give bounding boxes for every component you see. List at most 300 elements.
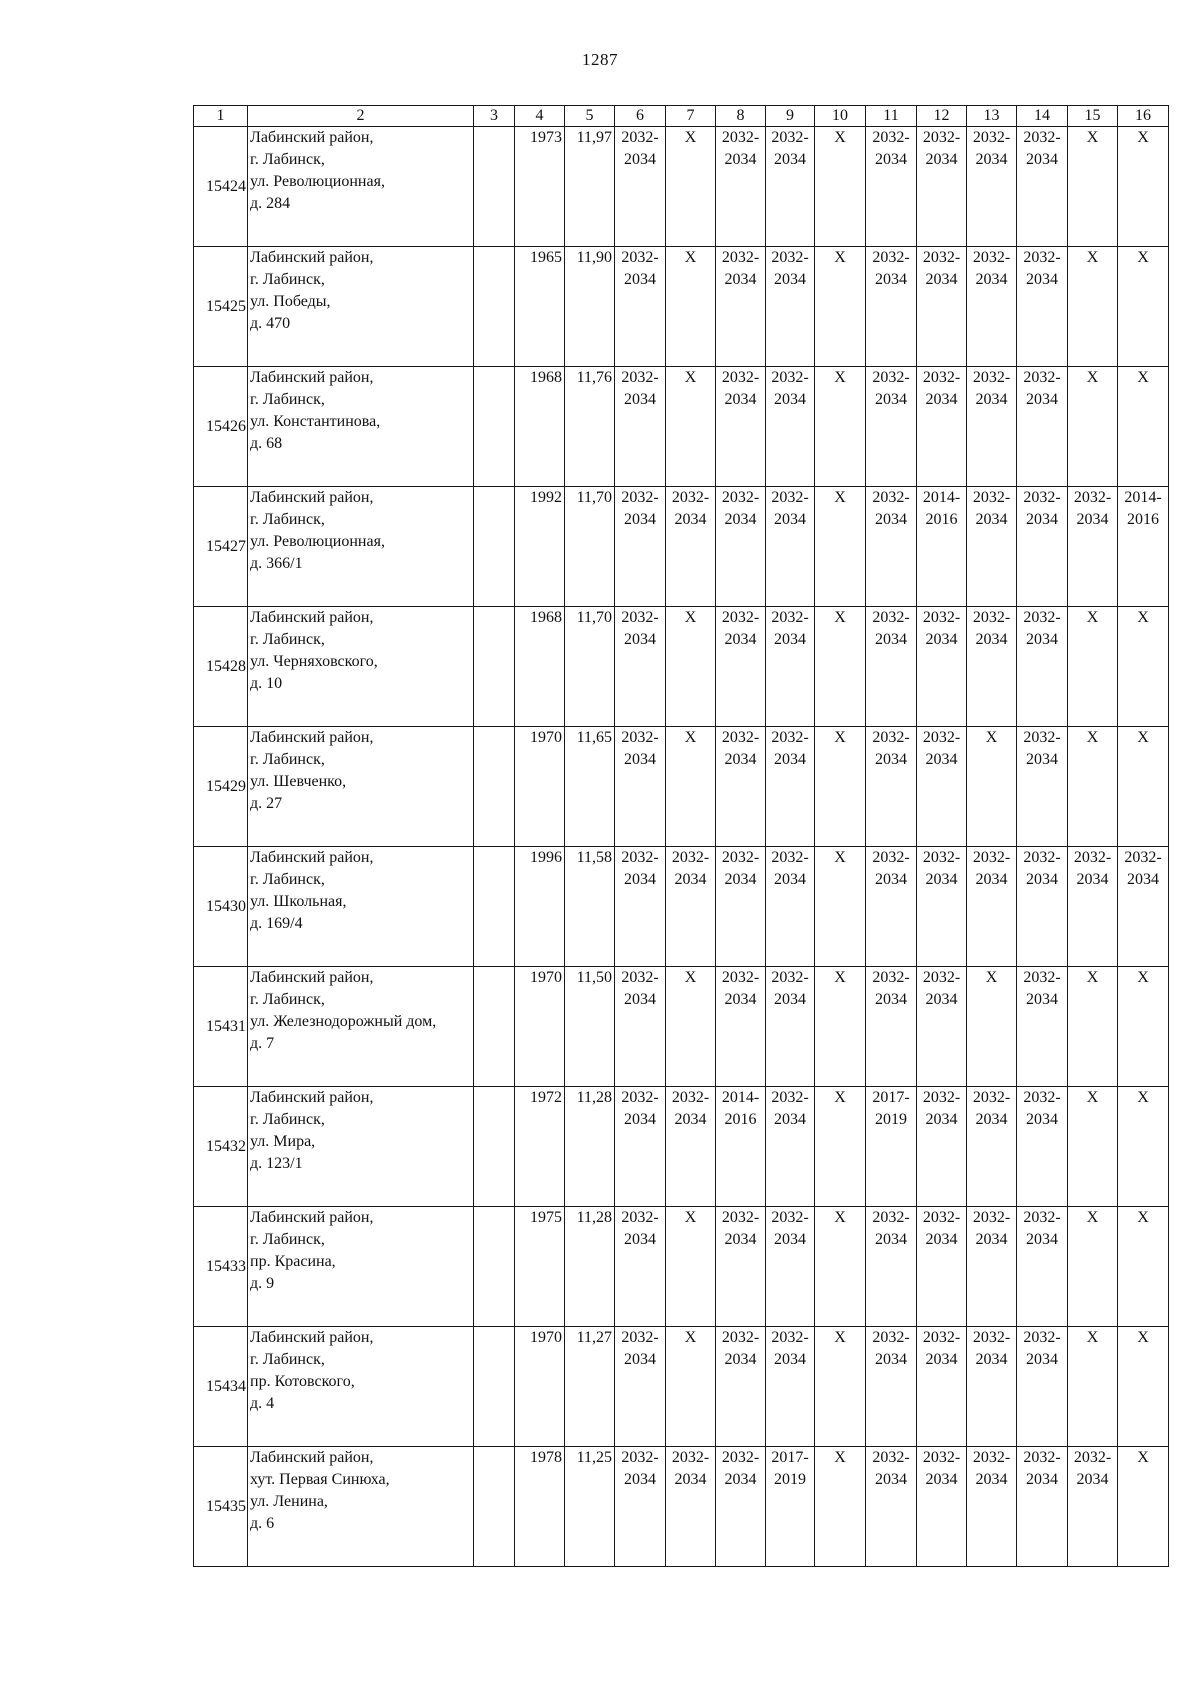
- period-cell: [666, 1207, 716, 1327]
- period-text: 2034: [925, 271, 958, 288]
- table-body: [194, 127, 1169, 1567]
- period-cell: [615, 367, 666, 487]
- period-cell: [1068, 847, 1118, 967]
- period-cell: [716, 247, 766, 367]
- period-cell: [967, 367, 1017, 487]
- area-cell: 11,27: [565, 1327, 615, 1447]
- period-text: 2034: [774, 1351, 806, 1368]
- period-text: 2034: [875, 751, 907, 768]
- address-cell: [248, 727, 474, 847]
- column-header-15: 15: [1068, 106, 1118, 127]
- address-line: г. Лабинск,: [250, 631, 325, 648]
- period-text: Х: [1086, 609, 1099, 626]
- period-cell: [615, 1207, 666, 1327]
- period-text: 2034: [724, 1471, 757, 1488]
- period-text: 2032-: [1073, 1449, 1112, 1466]
- period-text: 2014-: [1124, 489, 1162, 506]
- address-line: пр. Красина,: [250, 1253, 336, 1270]
- period-text: 2034: [1026, 271, 1058, 288]
- address-line: д. 7: [250, 1035, 275, 1052]
- period-text: 2034: [975, 511, 1008, 528]
- period-cell: [917, 967, 967, 1087]
- period-text: 2032-: [771, 1209, 809, 1226]
- period-text: 2034: [774, 271, 806, 288]
- period-text: 2034: [975, 1231, 1008, 1248]
- address-line: г. Лабинск,: [250, 1231, 325, 1248]
- table-row: [194, 247, 1169, 367]
- period-text: 2032-: [771, 129, 809, 146]
- period-text: Х: [1137, 1209, 1149, 1226]
- column-header-8: 8: [716, 106, 766, 127]
- period-cell: [666, 967, 716, 1087]
- table-row: [194, 1087, 1169, 1207]
- period-text: 2034: [1026, 511, 1058, 528]
- period-text: 2032-: [621, 849, 659, 866]
- address-line: Лабинский район,: [250, 1209, 374, 1226]
- period-text: Х: [1086, 969, 1099, 986]
- empty-cell: [474, 847, 515, 967]
- address-cell: [248, 487, 474, 607]
- period-text: 2034: [774, 871, 806, 888]
- row-number: 15430: [194, 847, 248, 967]
- address-line: ул. Мира,: [250, 1133, 316, 1150]
- period-text: 2032-: [922, 729, 961, 746]
- period-text: 2019: [875, 1111, 907, 1128]
- period-text: 2016: [1127, 511, 1159, 528]
- period-cell: [866, 127, 917, 247]
- period-text: 2034: [724, 631, 757, 648]
- period-text: 2034: [875, 991, 907, 1008]
- period-cell: [917, 247, 967, 367]
- period-text: 2032-: [621, 1209, 659, 1226]
- column-header-1: 1: [194, 106, 248, 127]
- address-cell: [248, 1087, 474, 1207]
- period-text: 2032-: [721, 609, 760, 626]
- period-text: 2032-: [621, 369, 659, 386]
- period-text: 2032-: [972, 489, 1011, 506]
- period-cell: [866, 727, 917, 847]
- period-cell: [866, 247, 917, 367]
- area-cell: 11,28: [565, 1207, 615, 1327]
- period-cell: [666, 1327, 716, 1447]
- period-cell: [866, 1087, 917, 1207]
- column-header-13: 13: [967, 106, 1017, 127]
- address-line: д. 284: [250, 195, 291, 212]
- table-row: [194, 1327, 1169, 1447]
- period-text: 2034: [875, 1471, 907, 1488]
- period-text: 2032-: [1023, 369, 1061, 386]
- table-row: [194, 607, 1169, 727]
- period-text: 2032-: [621, 969, 659, 986]
- column-header-12: 12: [917, 106, 967, 127]
- address-line: г. Лабинск,: [250, 1351, 325, 1368]
- table-header-row: [194, 106, 1169, 127]
- period-cell: [1017, 967, 1068, 1087]
- period-text: 2032-: [922, 1089, 961, 1106]
- period-text: 2034: [774, 631, 806, 648]
- period-text: 2034: [925, 1111, 958, 1128]
- column-header-5: 5: [565, 106, 615, 127]
- period-text: 2032-: [621, 729, 659, 746]
- period-text: 2032-: [721, 129, 760, 146]
- period-text: Х: [834, 369, 846, 386]
- period-text: 2032-: [1023, 1449, 1061, 1466]
- period-cell: [766, 1327, 815, 1447]
- period-text: 2032-: [872, 969, 910, 986]
- period-cell: [917, 487, 967, 607]
- address-cell: [248, 127, 474, 247]
- address-line: д. 169/4: [250, 915, 303, 932]
- period-text: 2032-: [671, 1449, 710, 1466]
- period-cell: [815, 1447, 866, 1567]
- period-text: 2034: [724, 151, 757, 168]
- period-text: Х: [834, 1449, 846, 1466]
- period-cell: [1017, 487, 1068, 607]
- period-cell: [716, 1087, 766, 1207]
- period-cell: [1068, 127, 1118, 247]
- period-text: 2032-: [972, 249, 1011, 266]
- address-line: д. 4: [250, 1395, 275, 1412]
- period-text: 2032-: [972, 1209, 1011, 1226]
- period-cell: [1118, 1087, 1169, 1207]
- period-text: 2032-: [1023, 129, 1061, 146]
- period-cell: [815, 367, 866, 487]
- address-line: г. Лабинск,: [250, 151, 325, 168]
- row-number: 15432: [194, 1087, 248, 1207]
- period-text: 2034: [1026, 991, 1058, 1008]
- period-text: 2032-: [621, 609, 659, 626]
- period-text: 2034: [624, 1231, 656, 1248]
- period-text: Х: [1086, 1209, 1099, 1226]
- period-text: 2034: [975, 151, 1008, 168]
- row-number: 15435: [194, 1447, 248, 1567]
- address-line: Лабинский район,: [250, 1449, 374, 1466]
- area-cell: 11,50: [565, 967, 615, 1087]
- period-cell: [1068, 487, 1118, 607]
- period-text: 2032-: [1023, 1209, 1061, 1226]
- period-text: Х: [1137, 969, 1149, 986]
- address-line: г. Лабинск,: [250, 751, 325, 768]
- period-text: 2034: [925, 1351, 958, 1368]
- period-cell: [917, 1327, 967, 1447]
- area-cell: 11,65: [565, 727, 615, 847]
- registry-table: [193, 105, 1169, 1567]
- period-cell: [917, 1447, 967, 1567]
- area-cell: 11,70: [565, 607, 615, 727]
- address-line: г. Лабинск,: [250, 991, 325, 1008]
- period-cell: [1017, 1327, 1068, 1447]
- period-cell: [766, 1207, 815, 1327]
- period-cell: [1118, 727, 1169, 847]
- period-cell: [815, 487, 866, 607]
- period-text: 2032-: [872, 609, 910, 626]
- year-cell: 1972: [515, 1087, 565, 1207]
- period-cell: [967, 1087, 1017, 1207]
- period-text: 2034: [674, 1111, 707, 1128]
- period-text: 2032-: [972, 1449, 1011, 1466]
- period-text: 2032-: [972, 609, 1011, 626]
- period-cell: [866, 607, 917, 727]
- period-text: Х: [684, 609, 697, 626]
- period-text: 2032-: [872, 129, 910, 146]
- period-text: Х: [1137, 129, 1149, 146]
- period-cell: [716, 967, 766, 1087]
- period-cell: [615, 1327, 666, 1447]
- period-text: Х: [684, 729, 697, 746]
- period-text: 2032-: [1023, 969, 1061, 986]
- period-text: 2032-: [771, 969, 809, 986]
- period-text: Х: [1086, 129, 1099, 146]
- period-text: 2034: [724, 1351, 757, 1368]
- period-cell: [716, 367, 766, 487]
- area-cell: 11,90: [565, 247, 615, 367]
- period-text: Х: [1086, 1329, 1099, 1346]
- period-text: 2032-: [872, 849, 910, 866]
- period-cell: [615, 607, 666, 727]
- period-text: 2032-: [1023, 489, 1061, 506]
- period-text: 2032-: [872, 489, 910, 506]
- address-line: Лабинский район,: [250, 849, 374, 866]
- period-text: Х: [1137, 369, 1149, 386]
- period-text: 2034: [674, 871, 707, 888]
- period-text: Х: [1137, 1449, 1149, 1466]
- period-cell: [1118, 967, 1169, 1087]
- period-text: 2034: [875, 1351, 907, 1368]
- period-text: Х: [834, 609, 846, 626]
- empty-cell: [474, 1087, 515, 1207]
- area-cell: 11,28: [565, 1087, 615, 1207]
- period-text: 2032-: [922, 369, 961, 386]
- period-text: 2034: [774, 991, 806, 1008]
- period-text: 2032-: [621, 1089, 659, 1106]
- period-text: 2034: [724, 1231, 757, 1248]
- period-text: 2016: [724, 1111, 757, 1128]
- period-text: 2034: [1026, 1111, 1058, 1128]
- period-text: 2032-: [721, 369, 760, 386]
- period-text: 2034: [724, 751, 757, 768]
- address-line: ул. Константинова,: [250, 413, 381, 430]
- period-cell: [666, 727, 716, 847]
- period-cell: [1017, 1447, 1068, 1567]
- period-text: 2034: [975, 871, 1008, 888]
- year-cell: 1970: [515, 1327, 565, 1447]
- period-cell: [967, 847, 1017, 967]
- period-text: Х: [1137, 729, 1149, 746]
- period-cell: [1017, 127, 1068, 247]
- table-row: [194, 487, 1169, 607]
- address-cell: [248, 607, 474, 727]
- address-line: д. 366/1: [250, 555, 303, 572]
- period-text: 2032-: [922, 1209, 961, 1226]
- period-cell: [967, 487, 1017, 607]
- period-text: 2034: [724, 871, 757, 888]
- period-cell: [766, 607, 815, 727]
- period-text: 2034: [624, 1351, 656, 1368]
- address-cell: [248, 847, 474, 967]
- period-cell: [1068, 967, 1118, 1087]
- period-cell: [615, 847, 666, 967]
- period-text: 2032-: [621, 1449, 659, 1466]
- address-cell: [248, 1207, 474, 1327]
- period-cell: [666, 367, 716, 487]
- period-cell: [766, 967, 815, 1087]
- empty-cell: [474, 247, 515, 367]
- period-cell: [967, 967, 1017, 1087]
- period-cell: [917, 1207, 967, 1327]
- period-text: 2034: [875, 511, 907, 528]
- period-text: 2032-: [1073, 849, 1112, 866]
- period-cell: [615, 727, 666, 847]
- period-text: 2032-: [721, 249, 760, 266]
- period-cell: [716, 847, 766, 967]
- period-cell: [917, 847, 967, 967]
- period-cell: [967, 1207, 1017, 1327]
- period-cell: [967, 127, 1017, 247]
- period-text: 2034: [1026, 391, 1058, 408]
- period-text: 2034: [1127, 871, 1159, 888]
- year-cell: 1968: [515, 367, 565, 487]
- table-row: [194, 1207, 1169, 1327]
- period-text: Х: [1086, 369, 1099, 386]
- period-cell: [1068, 1207, 1118, 1327]
- period-cell: [866, 1327, 917, 1447]
- period-cell: [615, 247, 666, 367]
- address-cell: [248, 367, 474, 487]
- period-text: 2032-: [721, 969, 760, 986]
- area-cell: 11,70: [565, 487, 615, 607]
- period-text: 2032-: [771, 1089, 809, 1106]
- row-number: 15434: [194, 1327, 248, 1447]
- year-cell: 1996: [515, 847, 565, 967]
- period-text: 2034: [774, 151, 806, 168]
- period-text: 2034: [624, 1111, 656, 1128]
- table-row: [194, 127, 1169, 247]
- address-line: Лабинский район,: [250, 129, 374, 146]
- period-cell: [766, 727, 815, 847]
- period-text: Х: [834, 249, 846, 266]
- period-cell: [766, 1447, 815, 1567]
- period-text: 2034: [724, 511, 757, 528]
- period-text: 2034: [774, 391, 806, 408]
- period-text: Х: [1137, 1329, 1149, 1346]
- period-text: 2034: [975, 1351, 1008, 1368]
- period-cell: [1118, 1327, 1169, 1447]
- period-text: 2017-: [872, 1089, 910, 1106]
- period-text: 2034: [1026, 1471, 1058, 1488]
- period-cell: [766, 367, 815, 487]
- period-cell: [1017, 1087, 1068, 1207]
- period-text: 2034: [1076, 1471, 1109, 1488]
- period-text: Х: [684, 1209, 697, 1226]
- period-cell: [1068, 247, 1118, 367]
- address-line: д. 10: [250, 675, 283, 692]
- period-text: Х: [834, 1209, 846, 1226]
- period-text: 2032-: [1073, 489, 1112, 506]
- period-text: 2032-: [972, 369, 1011, 386]
- period-text: Х: [834, 1329, 846, 1346]
- period-cell: [917, 727, 967, 847]
- table-row: [194, 367, 1169, 487]
- address-line: г. Лабинск,: [250, 871, 325, 888]
- empty-cell: [474, 1207, 515, 1327]
- period-cell: [1118, 1207, 1169, 1327]
- address-line: ул. Революционная,: [250, 173, 385, 190]
- address-line: ул. Черняховского,: [250, 653, 378, 670]
- column-header-11: 11: [866, 106, 917, 127]
- table-row: [194, 1447, 1169, 1567]
- address-line: ул. Школьная,: [250, 893, 347, 910]
- year-cell: 1978: [515, 1447, 565, 1567]
- period-text: 2032-: [1023, 1089, 1061, 1106]
- column-header-14: 14: [1017, 106, 1068, 127]
- period-text: 2034: [925, 1231, 958, 1248]
- period-cell: [1017, 727, 1068, 847]
- period-cell: [615, 1447, 666, 1567]
- period-text: 2032-: [721, 489, 760, 506]
- period-cell: [1118, 247, 1169, 367]
- table-row: [194, 967, 1169, 1087]
- address-line: Лабинский район,: [250, 1089, 374, 1106]
- period-text: 2032-: [771, 729, 809, 746]
- period-text: 2034: [774, 1111, 806, 1128]
- period-cell: [815, 727, 866, 847]
- period-cell: [766, 1087, 815, 1207]
- period-text: 2034: [875, 1231, 907, 1248]
- period-cell: [1118, 847, 1169, 967]
- address-line: г. Лабинск,: [250, 511, 325, 528]
- row-number: 15428: [194, 607, 248, 727]
- address-line: д. 470: [250, 315, 291, 332]
- period-cell: [716, 727, 766, 847]
- period-text: 2034: [875, 271, 907, 288]
- year-cell: 1975: [515, 1207, 565, 1327]
- period-cell: [1118, 487, 1169, 607]
- period-cell: [716, 607, 766, 727]
- period-cell: [1118, 367, 1169, 487]
- period-cell: [666, 247, 716, 367]
- year-cell: 1970: [515, 727, 565, 847]
- year-cell: 1973: [515, 127, 565, 247]
- period-cell: [967, 1447, 1017, 1567]
- period-text: 2034: [624, 871, 656, 888]
- period-text: 2017-: [771, 1449, 809, 1466]
- period-cell: [866, 367, 917, 487]
- period-text: 2032-: [922, 1449, 961, 1466]
- period-text: Х: [684, 969, 697, 986]
- row-number: 15427: [194, 487, 248, 607]
- period-cell: [866, 1207, 917, 1327]
- address-line: Лабинский район,: [250, 969, 374, 986]
- period-text: 2032-: [621, 249, 659, 266]
- period-text: 2034: [674, 1471, 707, 1488]
- period-cell: [967, 247, 1017, 367]
- period-text: Х: [985, 969, 998, 986]
- period-text: Х: [834, 849, 846, 866]
- period-cell: [615, 127, 666, 247]
- address-cell: [248, 967, 474, 1087]
- address-line: хут. Первая Синюха,: [250, 1471, 390, 1488]
- period-cell: [917, 1087, 967, 1207]
- period-cell: [1017, 367, 1068, 487]
- address-line: г. Лабинск,: [250, 391, 325, 408]
- column-header-2: 2: [248, 106, 474, 127]
- address-line: ул. Революционная,: [250, 533, 385, 550]
- period-text: Х: [1137, 609, 1149, 626]
- period-cell: [716, 1447, 766, 1567]
- period-cell: [766, 487, 815, 607]
- period-text: Х: [985, 729, 998, 746]
- period-text: Х: [684, 129, 697, 146]
